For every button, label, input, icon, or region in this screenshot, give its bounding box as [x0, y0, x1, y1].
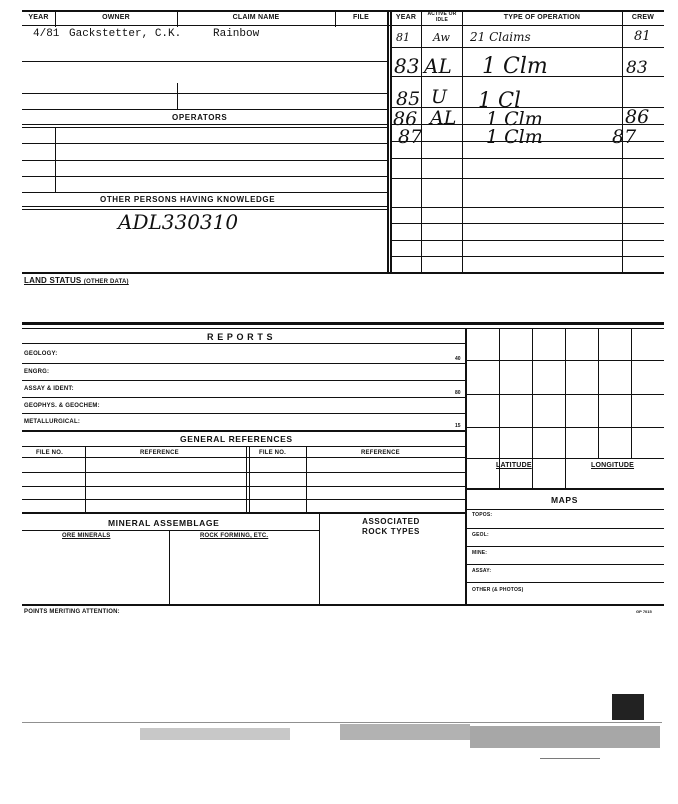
- general-references-title: GENERAL REFERENCES: [180, 434, 293, 444]
- reports-title: R E P O R T S: [207, 332, 274, 342]
- record-claim-name: Rainbow: [213, 28, 260, 40]
- header-owner: OWNER: [102, 14, 130, 21]
- maps-assay: ASSAY:: [472, 568, 492, 574]
- rock-forming-label: ROCK FORMING, ETC.: [200, 533, 269, 539]
- knowledge-value: ADL330310: [118, 210, 239, 234]
- report-metallurgical-num: 15: [455, 423, 461, 429]
- header-file: FILE: [353, 14, 369, 21]
- op-type-2: 1 Clm: [482, 54, 548, 79]
- op-type-1: 21 Claims: [470, 30, 531, 44]
- header-crew: CREW: [631, 14, 655, 21]
- land-status-label: LAND STATUS: [24, 276, 82, 285]
- maps-title: MAPS: [551, 495, 578, 505]
- op-status-3: U: [431, 86, 448, 108]
- op-type-4: 1 Clm: [486, 108, 543, 130]
- report-geology-label: GEOLOGY:: [24, 351, 58, 357]
- header-type-of-operation: TYPE OF OPERATION: [503, 14, 581, 21]
- op-crew-1: 81: [634, 29, 651, 44]
- report-geophys-label: GEOPHYS. & GEOCHEM:: [24, 403, 100, 409]
- op-status-2: AL: [424, 54, 452, 78]
- op-type-3: 1 Cl: [478, 88, 521, 112]
- op-crew-2: 83: [626, 58, 648, 78]
- ref-file-no-2: FILE NO.: [259, 450, 286, 456]
- header-claim-name: CLAIM NAME: [232, 14, 280, 21]
- ref-file-no-1: FILE NO.: [36, 450, 63, 456]
- op-year-4: 86: [393, 108, 418, 130]
- points-meriting-attention: POINTS MERITING ATTENTION:: [24, 609, 120, 615]
- op-type-5: 1 Clm: [486, 126, 543, 148]
- land-status-sub: (OTHER DATA): [83, 279, 129, 285]
- header-active-or-idle: ACTIVE OR IDLE: [427, 11, 457, 23]
- ore-minerals-label: ORE MINERALS: [62, 533, 111, 539]
- mineral-assemblage-title: MINERAL ASSEMBLAGE: [108, 518, 220, 528]
- header-year-right: YEAR: [395, 14, 417, 21]
- associated-rock-types: ASSOCIATED ROCK TYPES: [361, 517, 420, 536]
- report-assay-label: ASSAY & IDENT:: [24, 386, 74, 392]
- report-metallurgical-label: METALLURGICAL:: [24, 419, 81, 425]
- maps-topos: TOPOS:: [472, 512, 493, 518]
- latitude-label: LATITUDE: [496, 462, 532, 469]
- op-status-4: AL: [430, 107, 457, 129]
- ref-reference-2: REFERENCE: [361, 450, 400, 456]
- operators-label: OPERATORS: [172, 113, 228, 122]
- form-number: GP 7015: [636, 609, 652, 614]
- op-status-1: Aw: [433, 31, 450, 44]
- record-owner: Gackstetter, C.K.: [69, 28, 182, 40]
- maps-geol: GEOL:: [472, 532, 489, 538]
- report-assay-num: 80: [455, 390, 461, 396]
- maps-mine: MINE:: [472, 550, 488, 556]
- longitude-label: LONGITUDE: [591, 462, 635, 469]
- op-year-3: 85: [396, 88, 421, 110]
- op-year-5: 87: [398, 126, 423, 148]
- header-year: YEAR: [28, 14, 49, 21]
- maps-other: OTHER (& PHOTOS): [472, 587, 524, 593]
- op-crew-4: 87: [612, 126, 637, 148]
- ref-reference-1: REFERENCE: [140, 450, 179, 456]
- report-engrg-label: ENGRG:: [24, 369, 50, 375]
- report-geology-num: 40: [455, 356, 461, 362]
- knowledge-label: OTHER PERSONS HAVING KNOWLEDGE: [100, 195, 276, 204]
- op-year-2: 83: [394, 54, 420, 78]
- op-year-1: 81: [396, 31, 410, 44]
- record-year: 4/81: [33, 28, 60, 40]
- op-crew-3: 86: [625, 106, 650, 128]
